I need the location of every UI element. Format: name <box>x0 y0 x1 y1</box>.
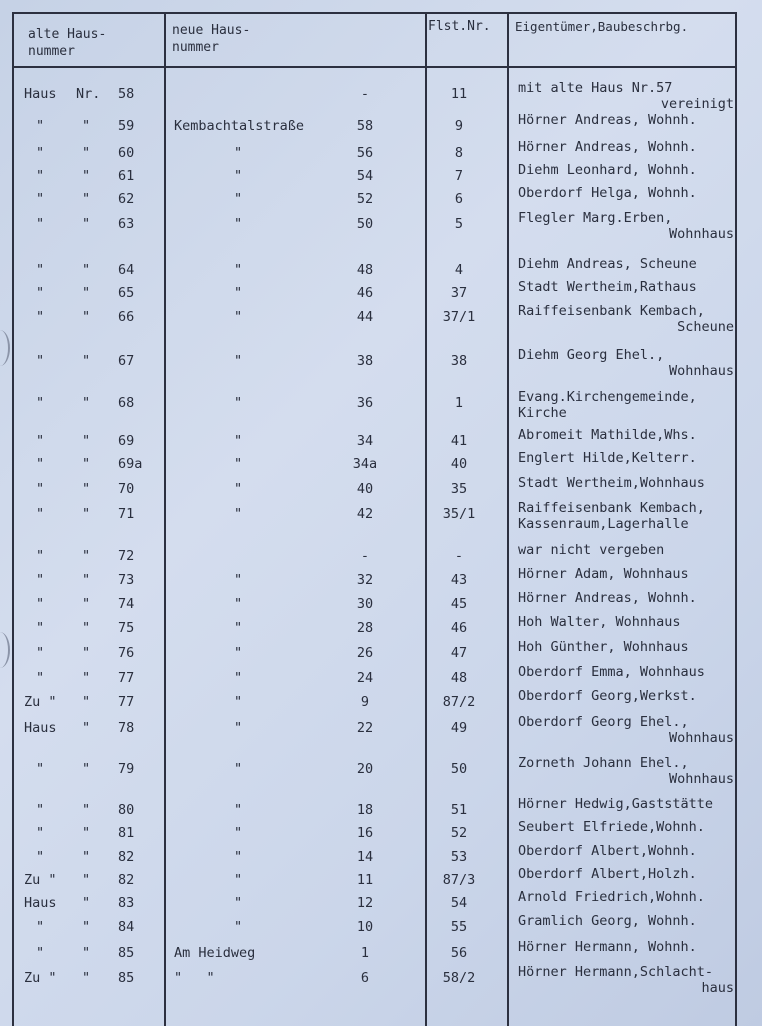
street-name: " <box>234 456 243 472</box>
street-name: " <box>234 802 243 818</box>
old-house-number: 82 <box>118 849 135 865</box>
street-name: " <box>234 433 243 449</box>
new-house-number: 54 <box>356 168 374 184</box>
street-name: " <box>234 720 243 736</box>
owner-description: Hörner Andreas, Wohnh. <box>518 112 697 128</box>
owner-description-cont: Wohnhaus <box>668 363 734 379</box>
street-name: " <box>234 309 243 325</box>
owner-description: Oberdorf Helga, Wohnh. <box>518 185 697 201</box>
old-house-number: 85 <box>118 945 135 961</box>
column-divider <box>425 12 427 1026</box>
old-number-ditto: " <box>82 670 91 686</box>
new-house-number: 36 <box>356 395 374 411</box>
old-number-prefix: " <box>36 945 45 961</box>
old-number-ditto: " <box>82 694 91 710</box>
new-house-number: 22 <box>356 720 374 736</box>
street-name: " <box>234 919 243 935</box>
old-number-ditto: " <box>82 572 91 588</box>
owner-description: mit alte Haus Nr.57 <box>518 80 673 96</box>
old-number-prefix: " <box>36 761 45 777</box>
owner-description: Oberdorf Georg,Werkst. <box>518 688 697 704</box>
old-number-prefix: " <box>36 481 45 497</box>
old-house-number: 63 <box>118 216 135 232</box>
parcel-number: 45 <box>450 596 468 612</box>
street-name: " <box>234 872 243 888</box>
street-name: " <box>234 670 243 686</box>
header-separator <box>14 66 736 68</box>
column-divider <box>164 12 166 1026</box>
new-house-number: 48 <box>356 262 374 278</box>
parcel-number: 6 <box>454 191 464 207</box>
punch-hole-mark <box>0 330 10 366</box>
new-house-number: 52 <box>356 191 374 207</box>
parcel-number: 87/3 <box>442 872 476 888</box>
old-number-ditto: " <box>82 945 91 961</box>
street-name: " <box>234 395 243 411</box>
owner-description: Hörner Hedwig,Gaststätte <box>518 796 714 812</box>
parcel-number: 54 <box>450 895 468 911</box>
old-house-number: 77 <box>118 670 135 686</box>
owner-description: Evang.Kirchengemeinde, <box>518 389 697 405</box>
owner-description: Abromeit Mathilde,Whs. <box>518 427 697 443</box>
owner-description-cont: Kirche <box>518 405 567 421</box>
street-name: " <box>234 145 243 161</box>
old-number-prefix: " <box>36 919 45 935</box>
old-number-prefix: " <box>36 802 45 818</box>
old-house-number: 69 <box>118 433 135 449</box>
table-top-border <box>14 12 736 14</box>
old-house-number: 58 <box>118 86 135 102</box>
old-number-prefix: " <box>36 670 45 686</box>
old-number-prefix: " <box>36 262 45 278</box>
parcel-number: 41 <box>450 433 468 449</box>
punch-hole-mark <box>0 632 10 668</box>
header-old-number: alte Haus- nummer <box>28 27 107 59</box>
old-number-prefix: " <box>36 168 45 184</box>
street-name: " <box>234 895 243 911</box>
new-house-number: 30 <box>356 596 374 612</box>
parcel-number: 37/1 <box>442 309 476 325</box>
old-number-ditto: " <box>82 481 91 497</box>
table-left-border <box>12 12 14 1026</box>
new-house-number: 20 <box>356 761 374 777</box>
old-number-prefix: " <box>36 433 45 449</box>
old-number-prefix: " <box>36 216 45 232</box>
old-house-number: 72 <box>118 548 135 564</box>
owner-description: Arnold Friedrich,Wohnh. <box>518 889 705 905</box>
old-house-number: 75 <box>118 620 135 636</box>
owner-description: Hörner Adam, Wohnhaus <box>518 566 689 582</box>
new-house-number: 56 <box>356 145 374 161</box>
old-number-prefix: Zu " <box>24 872 57 888</box>
table-right-border <box>735 12 737 1026</box>
old-house-number: 82 <box>118 872 135 888</box>
parcel-number: 46 <box>450 620 468 636</box>
new-house-number: 1 <box>360 945 370 961</box>
owner-description-cont: haus <box>701 980 734 996</box>
owner-description: Seubert Elfriede,Wohnh. <box>518 819 705 835</box>
owner-description: Hörner Andreas, Wohnh. <box>518 139 697 155</box>
parcel-number: 4 <box>454 262 464 278</box>
new-house-number: 44 <box>356 309 374 325</box>
parcel-number: 43 <box>450 572 468 588</box>
old-number-ditto: " <box>82 645 91 661</box>
street-name: " <box>234 353 243 369</box>
parcel-number: 37 <box>450 285 468 301</box>
header-parcel-number: Flst.Nr. <box>428 19 491 34</box>
new-house-number: 34 <box>356 433 374 449</box>
new-house-number: 10 <box>356 919 374 935</box>
owner-description: Stadt Wertheim,Wohnhaus <box>518 475 705 491</box>
parcel-number: 5 <box>454 216 464 232</box>
parcel-number: 1 <box>454 395 464 411</box>
street-name: " <box>234 761 243 777</box>
old-house-number: 66 <box>118 309 135 325</box>
old-number-ditto: Nr. <box>76 86 101 102</box>
parcel-number: 49 <box>450 720 468 736</box>
owner-description-cont: Kassenraum,Lagerhalle <box>518 516 689 532</box>
street-name: " <box>234 825 243 841</box>
owner-description: Diehm Leonhard, Wohnh. <box>518 162 697 178</box>
owner-description: Stadt Wertheim,Rathaus <box>518 279 697 295</box>
column-divider <box>507 12 509 1026</box>
old-number-ditto: " <box>82 825 91 841</box>
old-house-number: 85 <box>118 970 135 986</box>
parcel-number: 48 <box>450 670 468 686</box>
parcel-number: - <box>454 548 464 564</box>
new-house-number: 32 <box>356 572 374 588</box>
owner-description: Diehm Andreas, Scheune <box>518 256 697 272</box>
old-number-prefix: " <box>36 506 45 522</box>
parcel-number: 55 <box>450 919 468 935</box>
old-number-prefix: " <box>36 849 45 865</box>
street-name: " <box>234 285 243 301</box>
old-number-ditto: " <box>82 548 91 564</box>
old-number-prefix: " <box>36 309 45 325</box>
parcel-number: 7 <box>454 168 464 184</box>
owner-description-cont: vereinigt <box>660 96 734 112</box>
old-number-ditto: " <box>82 309 91 325</box>
parcel-number: 40 <box>450 456 468 472</box>
owner-description: Oberdorf Albert,Wohnh. <box>518 843 697 859</box>
owner-description: Zorneth Johann Ehel., <box>518 755 689 771</box>
old-number-prefix: " <box>36 548 45 564</box>
old-house-number: 59 <box>118 118 135 134</box>
owner-description: Hörner Hermann, Wohnh. <box>518 939 697 955</box>
old-house-number: 67 <box>118 353 135 369</box>
old-house-number: 80 <box>118 802 135 818</box>
old-house-number: 64 <box>118 262 135 278</box>
parcel-number: 56 <box>450 945 468 961</box>
street-name: " <box>234 168 243 184</box>
old-house-number: 69a <box>118 456 143 472</box>
parcel-number: 9 <box>454 118 464 134</box>
parcel-number: 35 <box>450 481 468 497</box>
old-number-prefix: " <box>36 395 45 411</box>
old-house-number: 60 <box>118 145 135 161</box>
old-number-prefix: " <box>36 572 45 588</box>
owner-description: Hoh Walter, Wohnhaus <box>518 614 681 630</box>
old-number-prefix: " <box>36 456 45 472</box>
street-name: " <box>234 572 243 588</box>
old-house-number: 81 <box>118 825 135 841</box>
parcel-number: 58/2 <box>442 970 476 986</box>
new-house-number: 9 <box>360 694 370 710</box>
street-name: " <box>234 694 243 710</box>
old-number-prefix: " <box>36 285 45 301</box>
new-house-number: - <box>360 548 370 564</box>
parcel-number: 52 <box>450 825 468 841</box>
old-number-ditto: " <box>82 118 91 134</box>
new-house-number: 28 <box>356 620 374 636</box>
owner-description: Oberdorf Emma, Wohnhaus <box>518 664 705 680</box>
old-number-prefix: Haus <box>24 895 57 911</box>
old-number-prefix: " <box>36 596 45 612</box>
old-house-number: 70 <box>118 481 135 497</box>
old-number-prefix: Haus <box>24 86 57 102</box>
old-house-number: 73 <box>118 572 135 588</box>
old-number-ditto: " <box>82 761 91 777</box>
old-house-number: 71 <box>118 506 135 522</box>
old-number-prefix: Haus <box>24 720 57 736</box>
header-new-number: neue Haus- nummer <box>172 23 251 55</box>
old-number-ditto: " <box>82 970 91 986</box>
owner-description: Oberdorf Albert,Holzh. <box>518 866 697 882</box>
old-number-ditto: " <box>82 872 91 888</box>
street-name: " <box>234 620 243 636</box>
new-house-number: 14 <box>356 849 374 865</box>
old-house-number: 68 <box>118 395 135 411</box>
parcel-number: 47 <box>450 645 468 661</box>
owner-description: war nicht vergeben <box>518 542 665 558</box>
old-number-ditto: " <box>82 596 91 612</box>
street-name: " <box>234 262 243 278</box>
owner-description-cont: Wohnhaus <box>668 730 734 746</box>
street-name: Am Heidweg <box>174 945 256 961</box>
parcel-number: 53 <box>450 849 468 865</box>
old-house-number: 77 <box>118 694 135 710</box>
old-number-prefix: " <box>36 353 45 369</box>
old-number-prefix: Zu " <box>24 970 57 986</box>
owner-description: Flegler Marg.Erben, <box>518 210 673 226</box>
parcel-number: 50 <box>450 761 468 777</box>
old-number-ditto: " <box>82 456 91 472</box>
street-name: " <box>234 481 243 497</box>
new-house-number: 11 <box>356 872 374 888</box>
old-number-ditto: " <box>82 353 91 369</box>
old-house-number: 83 <box>118 895 135 911</box>
parcel-number: 87/2 <box>442 694 476 710</box>
old-house-number: 78 <box>118 720 135 736</box>
parcel-number: 38 <box>450 353 468 369</box>
new-house-number: 58 <box>356 118 374 134</box>
new-house-number: 38 <box>356 353 374 369</box>
street-name: " <box>234 645 243 661</box>
new-house-number: 50 <box>356 216 374 232</box>
owner-description: Englert Hilde,Kelterr. <box>518 450 697 466</box>
old-number-prefix: " <box>36 825 45 841</box>
old-number-prefix: " <box>36 191 45 207</box>
old-number-ditto: " <box>82 216 91 232</box>
owner-description: Raiffeisenbank Kembach, <box>518 303 705 319</box>
old-number-prefix: " <box>36 645 45 661</box>
new-house-number: - <box>360 86 370 102</box>
new-house-number: 12 <box>356 895 374 911</box>
new-house-number: 40 <box>356 481 374 497</box>
old-number-ditto: " <box>82 506 91 522</box>
old-number-ditto: " <box>82 620 91 636</box>
old-number-ditto: " <box>82 285 91 301</box>
parcel-number: 11 <box>450 86 468 102</box>
old-number-ditto: " <box>82 720 91 736</box>
old-number-prefix: " <box>36 118 45 134</box>
owner-description-cont: Scheune <box>677 319 734 335</box>
header-owner: Eigentümer,Baubeschrbg. <box>515 19 689 34</box>
owner-description-cont: Wohnhaus <box>668 226 734 242</box>
new-house-number: 42 <box>356 506 374 522</box>
new-house-number: 34a <box>352 456 378 472</box>
new-house-number: 46 <box>356 285 374 301</box>
old-number-ditto: " <box>82 849 91 865</box>
street-name: " <box>234 191 243 207</box>
new-house-number: 6 <box>360 970 370 986</box>
street-name: " <box>234 506 243 522</box>
old-house-number: 74 <box>118 596 135 612</box>
old-house-number: 65 <box>118 285 135 301</box>
old-number-prefix: " <box>36 620 45 636</box>
old-house-number: 62 <box>118 191 135 207</box>
parcel-number: 8 <box>454 145 464 161</box>
new-house-number: 16 <box>356 825 374 841</box>
owner-description-cont: Wohnhaus <box>668 771 734 787</box>
owner-description: Diehm Georg Ehel., <box>518 347 665 363</box>
old-house-number: 84 <box>118 919 135 935</box>
old-number-ditto: " <box>82 395 91 411</box>
old-number-ditto: " <box>82 895 91 911</box>
new-house-number: 18 <box>356 802 374 818</box>
old-number-ditto: " <box>82 802 91 818</box>
owner-description: Raiffeisenbank Kembach, <box>518 500 705 516</box>
old-house-number: 76 <box>118 645 135 661</box>
old-number-ditto: " <box>82 191 91 207</box>
old-number-prefix: " <box>36 145 45 161</box>
street-name: " <box>234 849 243 865</box>
old-house-number: 79 <box>118 761 135 777</box>
old-number-ditto: " <box>82 168 91 184</box>
street-name: " " <box>174 970 215 986</box>
new-house-number: 26 <box>356 645 374 661</box>
parcel-number: 35/1 <box>442 506 476 522</box>
old-house-number: 61 <box>118 168 135 184</box>
old-number-ditto: " <box>82 919 91 935</box>
owner-description: Oberdorf Georg Ehel., <box>518 714 689 730</box>
owner-description: Hoh Günther, Wohnhaus <box>518 639 689 655</box>
street-name: Kembachtalstraße <box>174 118 305 134</box>
street-name: " <box>234 596 243 612</box>
owner-description: Hörner Andreas, Wohnh. <box>518 590 697 606</box>
old-number-ditto: " <box>82 433 91 449</box>
parcel-number: 51 <box>450 802 468 818</box>
old-number-ditto: " <box>82 262 91 278</box>
new-house-number: 24 <box>356 670 374 686</box>
owner-description: Hörner Hermann,Schlacht- <box>518 964 714 980</box>
owner-description: Gramlich Georg, Wohnh. <box>518 913 697 929</box>
street-name: " <box>234 216 243 232</box>
old-number-ditto: " <box>82 145 91 161</box>
old-number-prefix: Zu " <box>24 694 57 710</box>
